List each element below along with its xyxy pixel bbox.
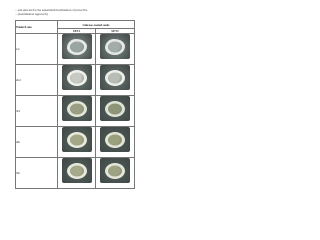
photo-cell (96, 96, 135, 127)
seed-photo (100, 127, 130, 152)
seed-photo (62, 158, 92, 183)
subheader-b: SET2 (96, 29, 135, 34)
seed-center (108, 41, 122, 52)
photo-cell (96, 127, 135, 158)
seed-center (108, 134, 122, 145)
seed-photo (62, 65, 92, 90)
column-header-week: Weeks/Lane (16, 21, 58, 34)
photo-cell (96, 65, 135, 96)
seed-center (70, 134, 84, 145)
photo-cell (58, 158, 96, 189)
photo-cell (96, 34, 135, 65)
seed-photo-table (15, 20, 135, 189)
week-label: 3rd (16, 96, 58, 127)
figure-caption (15, 8, 133, 16)
seed-center (108, 165, 122, 176)
seed-photo (100, 96, 130, 121)
table-row (16, 158, 135, 189)
photo-rows (16, 34, 135, 189)
week-label: 1st (16, 34, 58, 65)
seed-photo (100, 34, 130, 59)
table-row (16, 96, 135, 127)
seed-center (70, 165, 84, 176)
table-row (16, 127, 135, 158)
subheader-a: SET1 (58, 29, 96, 34)
seed-photo (62, 96, 92, 121)
photo-cell (58, 65, 96, 96)
caption-line-2: …(Germination Approach) (15, 12, 48, 16)
seed-center (108, 72, 122, 83)
document-page (0, 0, 149, 198)
seed-photo (100, 65, 130, 90)
table-row (16, 65, 135, 96)
caption-line-1: …eds selected for the experiment/Germination of protective (15, 8, 88, 12)
photo-cell (58, 96, 96, 127)
photo-cell (58, 127, 96, 158)
seed-photo (100, 158, 130, 183)
table-header-row (16, 21, 135, 29)
table-row (16, 34, 135, 65)
photo-cell (96, 158, 135, 189)
week-label: 5th (16, 158, 58, 189)
column-header-group: Glucose-coated seeds (58, 21, 135, 29)
seed-center (108, 103, 122, 114)
seed-photo (62, 34, 92, 59)
seed-center (70, 103, 84, 114)
seed-center (70, 41, 84, 52)
week-label: 4th (16, 127, 58, 158)
photo-cell (58, 34, 96, 65)
seed-center (70, 72, 84, 83)
week-label: 2nd (16, 65, 58, 96)
seed-photo (62, 127, 92, 152)
